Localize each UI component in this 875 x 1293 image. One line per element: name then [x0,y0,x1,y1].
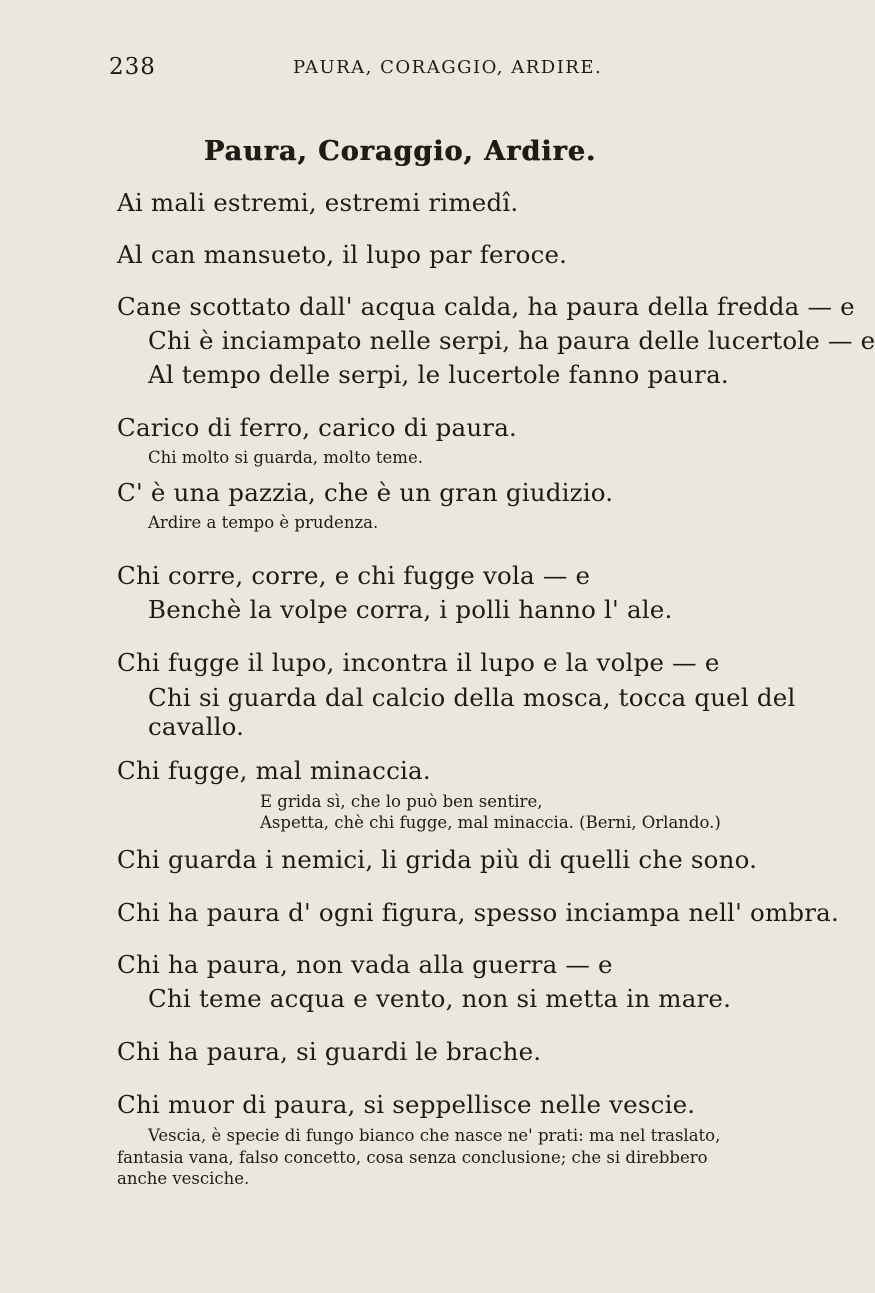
text-line: Chi corre, corre, e chi fugge vola — e [117,561,591,590]
text-line: Ardire a tempo è prudenza. [148,513,379,532]
running-title: PAURA, CORAGGIO, ARDIRE. [293,57,603,78]
page-header [0,54,800,84]
text-line: C' è una pazzia, che è un gran giudizio. [117,478,614,507]
text-line: Aspetta, chè chi fugge, mal minaccia. (Berni, Orlando.) [260,813,721,832]
text-line: Chi ha paura, si guardi le brache. [117,1037,542,1066]
text-line: Al tempo delle serpi, le lucertole fanno paura. [148,360,729,389]
section-title: Paura, Coraggio, Ardire. [203,136,597,167]
text-line: Carico di ferro, carico di paura. [117,413,517,442]
text-line: Chi si guarda dal calcio della mosca, tocca quel del [148,683,796,712]
text-line: Chi ha paura d' ogni figura, spesso inciampa nell' ombra. [117,898,839,927]
text-line: Chi teme acqua e vento, non si metta in mare. [148,984,732,1013]
text-line: Ai mali estremi, estremi rimedî. [117,188,519,217]
text-line: anche vesciche. [117,1169,250,1188]
text-line: cavallo. [148,712,245,741]
text-line: Chi muor di paura, si seppellisce nelle vescie. [117,1090,696,1119]
text-line: Chi fugge il lupo, incontra il lupo e la volpe — e [117,648,720,677]
text-line: Al can mansueto, il lupo par feroce. [117,240,568,269]
text-line: E grida sì, che lo può ben sentire, [260,792,543,811]
text-line: Chi guarda i nemici, li grida più di quelli che sono. [117,845,758,874]
text-line: Chi ha paura, non vada alla guerra — e [117,950,613,979]
text-line: Cane scottato dall' acqua calda, ha paura della fredda — e [117,292,855,321]
text-line: fantasia vana, falso concetto, cosa senza conclusione; che si direbbero [117,1148,708,1167]
text-line: Chi fugge, mal minaccia. [117,756,431,785]
text-line: Vescia, è specie di fungo bianco che nasce ne' prati: ma nel traslato, [148,1126,721,1145]
text-line: Benchè la volpe corra, i polli hanno l' ale. [148,595,673,624]
text-line: Chi è inciampato nelle serpi, ha paura delle lucertole — e [148,326,875,355]
page-number: 238 [109,54,156,80]
text-line: Chi molto si guarda, molto teme. [148,448,423,467]
